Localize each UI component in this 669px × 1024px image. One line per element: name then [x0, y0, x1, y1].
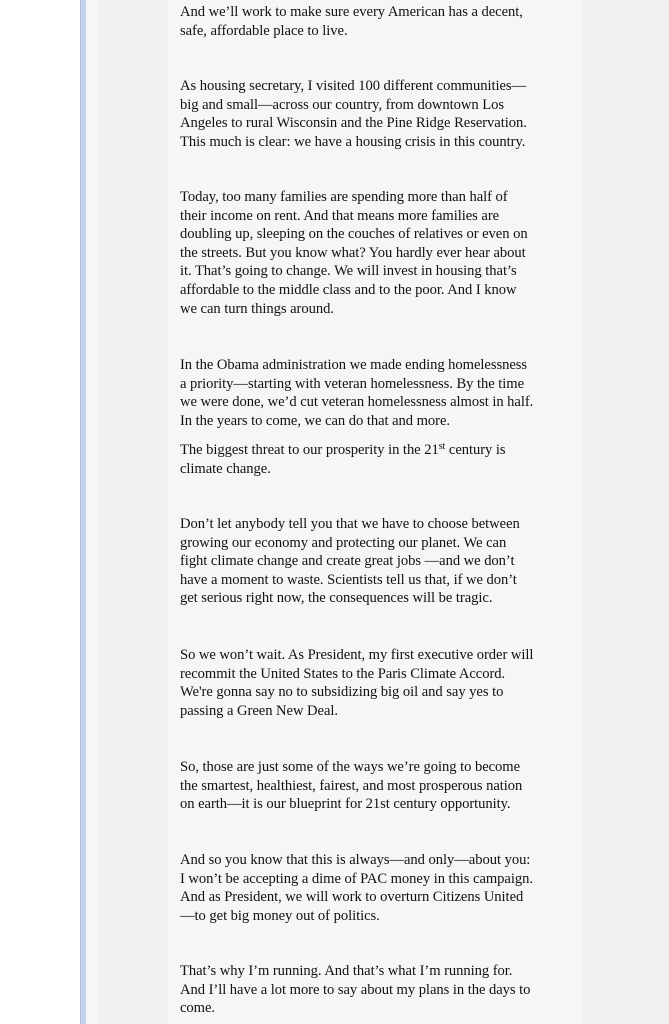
paragraph-blueprint: So, those are just some of the ways we’re going to become the smartest, healthiest, fairest, and most prosperous nation on earth—it is our blueprint for 21st century opportunity. [180, 759, 523, 813]
ordinal-superscript: st [438, 441, 446, 452]
paragraph-rent-burden: Today, too many families are spending more than half of their income on rent. And that means more families are doubling up, sleeping on the couches of relatives or even on the streets. But you know what? You hardly ever hear about it. That’s going to change. We will invest in housing that’s affordable to the middle class and to the poor. And I know we can turn things around. [180, 189, 528, 317]
paragraph-why-running: That’s why I’m running. And that’s what I’m running for. And I’ll have a lot more to say about my plans in the days to come. [180, 963, 531, 1017]
paragraph-homelessness: In the Obama administration we made ending homelessness a priority—starting with veteran homelessness. By the time we were done, we’d cut veteran homelessness almost in half. In the years to come, we can do that and more. [180, 357, 534, 429]
paragraph-economy-planet: Don’t let anybody tell you that we have to choose between growing our economy and protecting our planet. We can fight climate change and create great jobs —and we don’t have a moment to waste. Scientists tell us that, if we don’t get serious right now, the consequences will be tragic. [180, 516, 520, 607]
left-gutter [86, 0, 98, 1024]
paragraph-housing-promise: And we’ll work to make sure every American has a decent, safe, affordable place to live. [180, 4, 523, 39]
paragraph-climate-threat [180, 441, 578, 478]
climate-text-before: The biggest threat to our prosperity in the 21 [180, 442, 439, 458]
climate-text-after: century is climate change. [180, 442, 506, 477]
paragraph-pac-money: And so you know that this is always—and only—about you: I won’t be accepting a dime of PAC money in this campaign. And as President, we will work to overturn Citizens United —to get big money out of politics. [180, 852, 533, 924]
document-page [168, 0, 581, 1024]
paragraph-housing-secretary: As housing secretary, I visited 100 different communities— big and small—across our country, from downtown Los Angeles to rural Wisconsin and the Pine Ridge Reservation. This much is clear: we have a housing crisis in this country. [180, 78, 527, 150]
paragraph-paris-accord: So we won’t wait. As President, my first executive order will recommit the United States to the Paris Climate Accord. We're gonna say no to subsidizing big oil and say yes to passing a Green New Deal. [180, 647, 534, 719]
